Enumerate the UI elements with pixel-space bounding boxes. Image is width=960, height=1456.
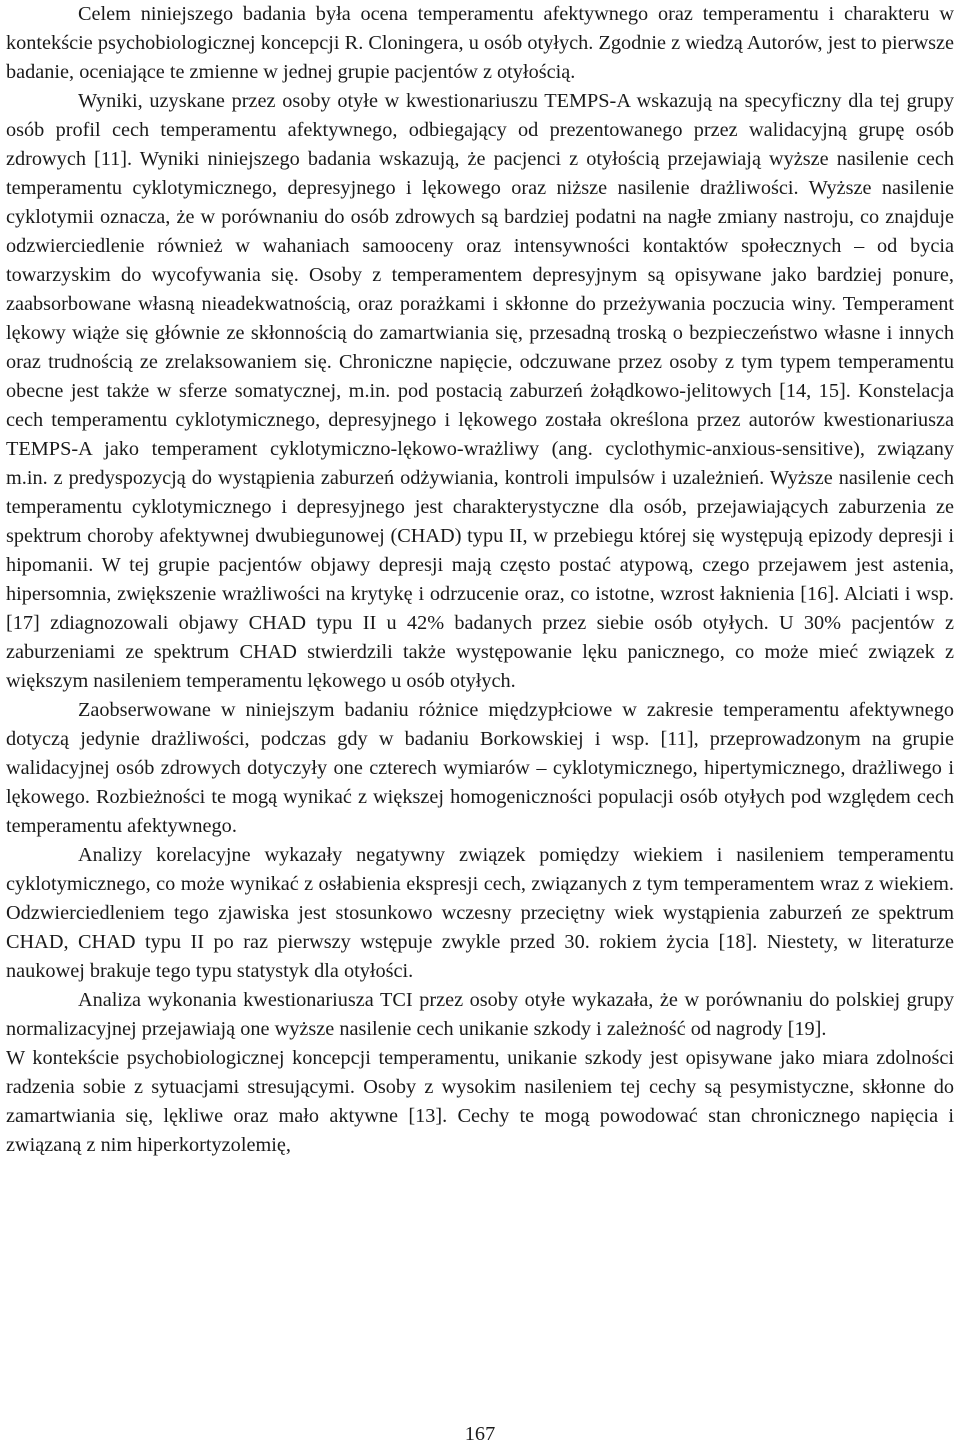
paragraph-1: Celem niniejszego badania była ocena temperamentu afektywnego oraz temperamentu i charakteru w kontekście psychobiologicznej koncepcji R. Cloningera, u osób otyłych. Zgodnie z wiedzą Autorów, jest to pierwsze badanie, oceniające te zmienne w jednej grupie pacjentów z otyłością. bbox=[6, 3, 954, 83]
body-text bbox=[6, 0, 954, 1160]
paragraph-4: Analizy korelacyjne wykazały negatywny związek pomiędzy wiekiem i nasileniem temperamentu cyklotymicznego, co może wynikać z osłabienia ekspresji cech, związanych z tym temperamentem wraz z wiekiem. Odzwierciedleniem tego zjawiska jest stosunkowo wczesny przeciętny wiek wystąpienia zaburzeń ze spektrum CHAD, CHAD typu II po raz pierwszy wstępuje zwykle przed 30. rokiem życia [18]. Niestety, w literaturze naukowej brakuje tego typu statystyk dla otyłości. bbox=[6, 844, 954, 982]
page-number: 167 bbox=[464, 1423, 496, 1445]
paragraph-6: W kontekście psychobiologicznej koncepcji temperamentu, unikanie szkody jest opisywane jako miara zdolności radzenia sobie z sytuacjami stresującymi. Osoby z wysokim nasileniem tej cechy są pesymistyczne, skłonne do zamartwiania się, lękliwe oraz mało aktywne [13]. Cechy te mogą powodować stan chronicznego napięcia i związaną z nim hiperkortyzolemię, bbox=[6, 1047, 954, 1156]
paragraph-2: Wyniki, uzyskane przez osoby otyłe w kwestionariuszu TEMPS-A wskazują na specyficzny dla tej grupy osób profil cech temperamentu afektywnego, odbiegający od prezentowanego przez walidacyjną grupę osób zdrowych [11]. Wyniki niniejszego badania wskazują, że pacjenci z otyłością przejawiają wyższe nasilenie cech temperamentu cyklotymicznego, depresyjnego i lękowego oraz niższe nasilenie drażliwości. Wyższe nasilenie cyklotymii oznacza, że w porównaniu do osób zdrowych są bardziej podatni na nagłe zmiany nastroju, co znajduje odzwierciedlenie również w wahaniach samooceny oraz intensywności kontaktów społecznych – od bycia towarzyskim do wycofywania się. Osoby z temperamentem depresyjnym są opisywane jako bardziej ponure, zaabsorbowane własną nieadekwatnością, oraz porażkami i skłonne do przeżywania poczucia winy. Temperament lękowy wiąże się głównie ze skłonnością do zamartwiania się, przesadną troską o bezpieczeństwo własne i innych oraz trudnością ze zrelaksowaniem się. Chroniczne napięcie, odczuwane przez osoby z tym typem temperamentu obecne jest także w sferze somatycznej, m.in. pod postacią zaburzeń żołądkowo-jelitowych [14, 15]. Konstelacja cech temperamentu cyklotymicznego, depresyjnego i lękowego została określona przez autorów kwestionariusza TEMPS-A jako temperament cyklotymiczno-lękowo-wrażliwy (ang. cyclothymic-anxious-sensitive), związany m.in. z predyspozycją do wystąpienia zaburzeń odżywiania, kontroli impulsów i uzależnień. Wyższe nasilenie cech temperamentu cyklotymicznego i depresyjnego jest charakterystyczne dla osób, przejawiających zaburzenia ze spektrum choroby afektywnej dwubiegunowej (CHAD) typu II, w przebiegu której się występują epizody depresji i hipomanii. W tej grupie pacjentów objawy depresji mają często postać atypową, czego przejawem jest astenia, hipersomnia, zwiększenie wrażliwości na krytykę i odrzucenie oraz, co istotne, wzrost łaknienia [16]. Alciati i wsp. [17] zdiagnozowali objawy CHAD typu II u 42% badanych przez siebie osób otyłych. U 30% pacjentów z zaburzeniami ze spektrum CHAD stwierdzili także występowanie lęku panicznego, co może mieć związek z większym nasileniem temperamentu lękowego u osób otyłych. bbox=[6, 90, 954, 692]
paragraph-3: Zaobserwowane w niniejszym badaniu różnice międzypłciowe w zakresie temperamentu afektywnego dotyczą jedynie drażliwości, podczas gdy w badaniu Borkowskiej i wsp. [11], przeprowadzonym na grupie walidacyjnej osób zdrowych dotyczyły one czterech wymiarów – cyklotymicznego, hipertymicznego, drażliwego i lękowego. Rozbieżności te mogą wynikać z większej homogeniczności populacji osób otyłych pod względem cech temperamentu afektywnego. bbox=[6, 699, 954, 837]
paragraph-5: Analiza wykonania kwestionariusza TCI przez osoby otyłe wykazała, że w porównaniu do polskiej grupy normalizacyjnej przejawiają one wyższe nasilenie cech unikanie szkody i zależność od nagrody [19]. bbox=[6, 989, 954, 1040]
